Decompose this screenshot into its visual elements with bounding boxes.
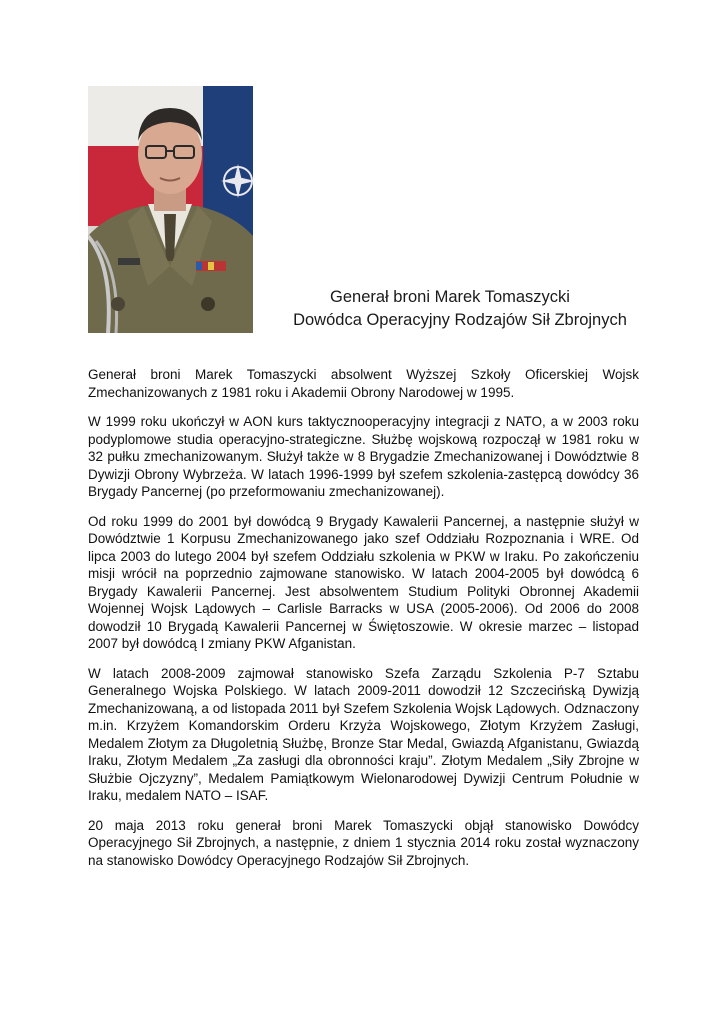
- paragraph-4: W latach 2008-2009 zajmował stanowisko Szefa Zarządu Szkolenia P-7 Sztabu Generalnego Wojska Polskiego. W latach 2009-2011 dowodził 12 Szczecińską Dywizją Zmechanizowaną, a od listopada 2011 był Szefem Szkolenia Wojsk Lądowych. Odznaczony m.in. Krzyżem Komandorskim Orderu Krzyża Wojskowego, Złotym Krzyżem Zasługi, Medalem Złotym za Długoletnią Służbę, Bronze Star Medal, Gwiazdą Afganistanu, Gwiazdą Iraku, Złotym Medalem „Za zasługi dla obronności kraju”. Złotym Medalem „Siły Zbrojne w Służbie Ojczyzny”, Medalem Pamiątkowym Wielonarodowej Dywizji Centrum Południe w Iraku, medalem NATO – ISAF.: [88, 665, 639, 803]
- officer-portrait: [88, 86, 253, 333]
- biography-body: [88, 366, 639, 881]
- paragraph-3: Od roku 1999 do 2001 był dowódcą 9 Brygady Kawalerii Pancernej, a następnie służył w Dowództwie 1 Korpusu Zmechanizowanego jako szef Oddziału Rozpoznania i WRE. Od lipca 2003 do lutego 2004 był szefem Oddziału szkolenia w PKW w Iraku. Po zakończeniu misji wrócił na poprzednio zajmowane stanowisko. W latach 2004-2005 był dowódcą 6 Brygady Kawalerii Pancernej. Jest absolwentem Studium Polityki Obronnej Akademii Wojennej Wojsk Lądowych – Carlisle Barracks w USA (2005-2006). Od 2006 do 2008 dowodził 10 Brygadą Kawalerii Pancernej w Świętoszowie. W okresie marzec – listopad 2007 był dowódcą I zmiany PKW Afganistan.: [88, 513, 639, 651]
- paragraph-5: 20 maja 2013 roku generał broni Marek Tomaszycki objął stanowisko Dowódcy Operacyjnego Sił Zbrojnych, a następnie, z dniem 1 stycznia 2014 roku został wyznaczony na stanowisko Dowódcy Operacyjnego Rodzajów Sił Zbrojnych.: [88, 817, 639, 868]
- title-block: [260, 286, 660, 332]
- paragraph-2: W 1999 roku ukończył w AON kurs taktycznooperacyjny integracji z NATO, a w 2003 roku podyplomowe studia operacyjno-strategiczne. Służbę wojskową rozpoczął w 1981 roku w 32 pułku zmechanizowanym. Służył także w 8 Brygadzie Zmechanizowanej i Dowództwie 8 Dywizji Obrony Wybrzeża. W latach 1996-1999 był szefem szkolenia-zastępcą dowódcy 36 Brygady Pancernej (po przeformowaniu zmechanizowanej).: [88, 414, 639, 499]
- title-name: Generał broni Marek Tomaszycki: [330, 288, 570, 306]
- title-position: Dowódca Operacyjny Rodzajów Sił Zbrojnych: [293, 311, 627, 329]
- portrait-illustration: [88, 86, 253, 333]
- paragraph-1: Generał broni Marek Tomaszycki absolwent Wyższej Szkoły Oficerskiej Wojsk Zmechanizowanych z 1981 roku i Akademii Obrony Narodowej w 1995.: [88, 367, 639, 400]
